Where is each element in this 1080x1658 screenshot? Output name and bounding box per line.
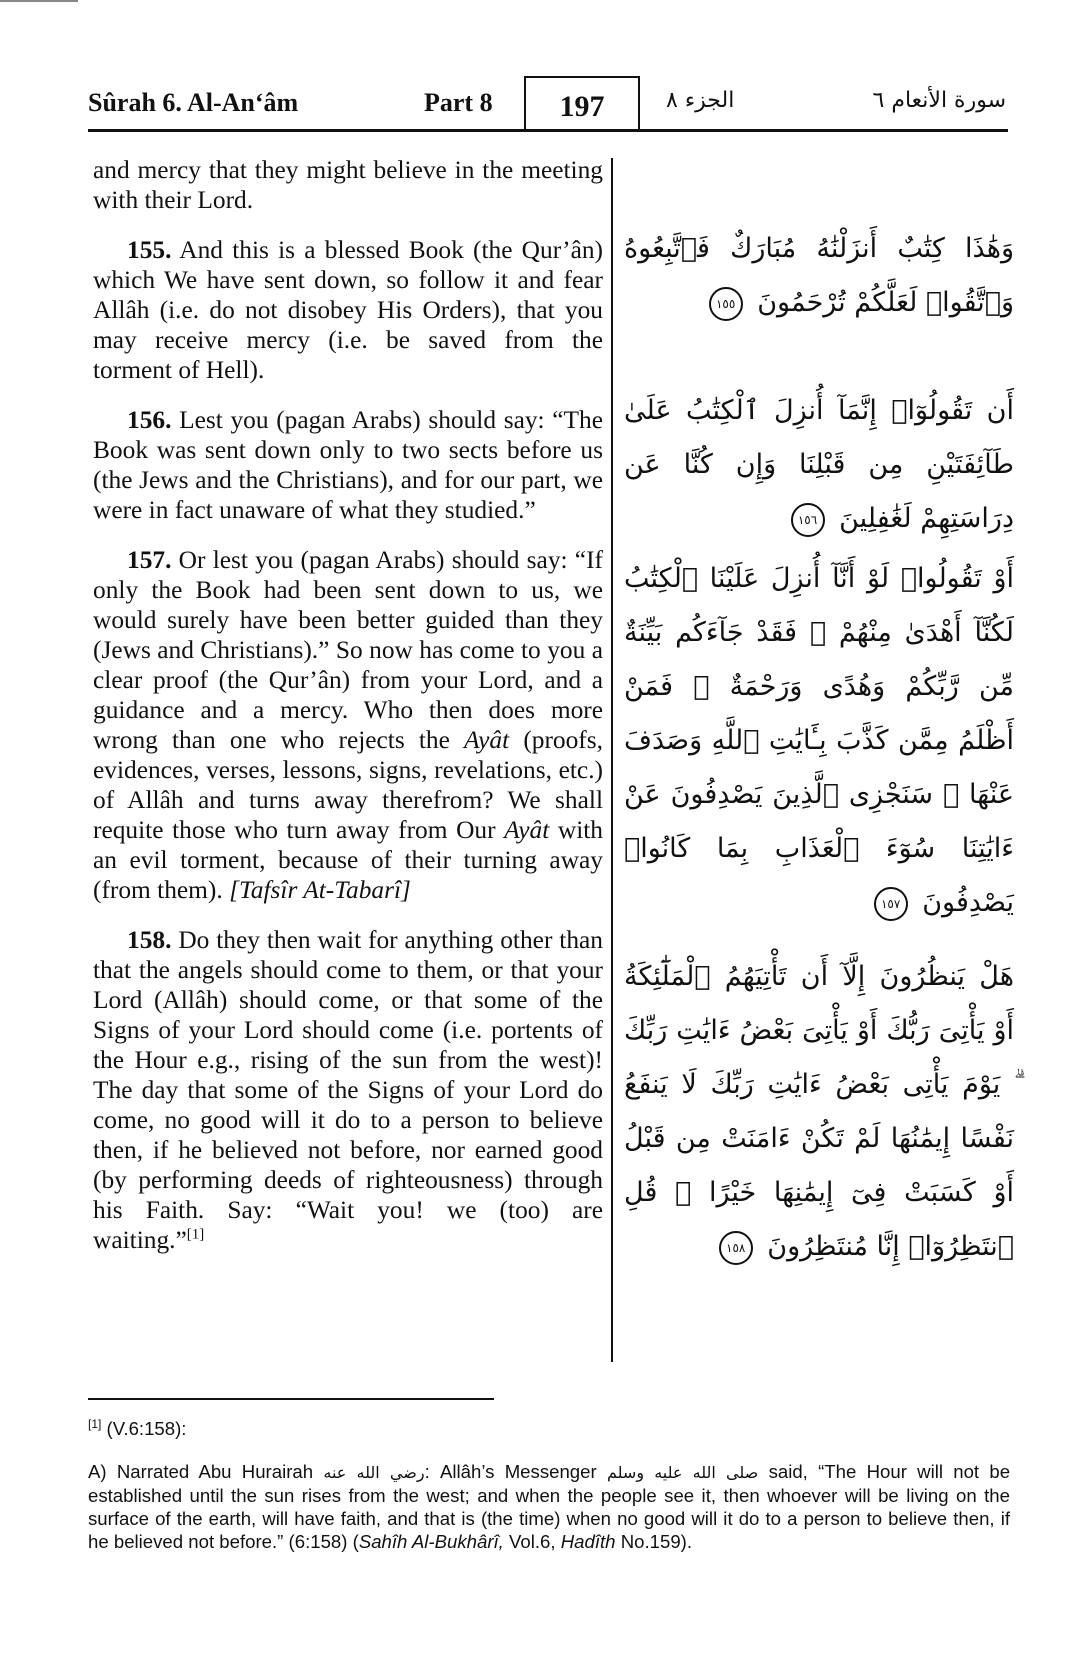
hadith-source: Sahîh Al-Bukhârî, bbox=[358, 1531, 504, 1553]
footnote-rule bbox=[88, 1398, 494, 1400]
arabic-text: أَن تَقُولُوٓا۟ إِنَّمَآ أُنزِلَ ٱلْكِتَٰبُ عَلَىٰ طَآئِفَتَيْنِ مِن قَبْلِنَا وَإِن كُنَّا عَن دِرَاسَتِهِمْ لَغَٰفِلِينَ bbox=[624, 395, 1014, 534]
arabic-verse-155 bbox=[624, 222, 1014, 330]
ayat-term: Ayât bbox=[504, 816, 550, 844]
arabic-part-label: الجزء ٨ bbox=[666, 88, 735, 113]
verse-156-translation bbox=[93, 405, 603, 525]
footnote bbox=[88, 1413, 1010, 1553]
verse-155-translation bbox=[93, 235, 603, 385]
verse-number: 157. bbox=[127, 546, 172, 574]
scan-corner-mark bbox=[0, 0, 78, 2]
hadith-label: Hadîth bbox=[560, 1531, 616, 1553]
english-translation-column bbox=[93, 155, 603, 1275]
ayah-number-marker: ١٥٧ bbox=[874, 887, 908, 921]
verse-number: 158. bbox=[127, 926, 172, 954]
surah-title: Sûrah 6. Al-An‘âm bbox=[88, 88, 299, 117]
ayah-number-marker: ١٥٦ bbox=[791, 503, 825, 537]
footnote-text: : Allâh’s Messenger bbox=[424, 1461, 597, 1483]
verse-text: with an evil torment, because of their turning away (from them). bbox=[93, 816, 603, 904]
tafsir-citation: [Tafsîr At-Tabarî] bbox=[229, 876, 411, 904]
verse-158-translation bbox=[93, 925, 603, 1255]
verse-text: Or lest you (pagan Arabs) should say: “If only the Book had been sent down to us, we would surely have been better guided than they (Jews and Christians).” So now has come to you a clear proof (the Qur’ân) from your Lord, and a guidance and a mercy. Who then does more wrong than one who rejects the bbox=[93, 546, 603, 754]
footnote-verse-ref: (V.6:158): bbox=[106, 1418, 187, 1440]
ayah-number-marker: ١٥٨ bbox=[719, 1231, 753, 1265]
footnote-body bbox=[88, 1460, 1010, 1553]
footnote-reference[interactable]: [1] bbox=[186, 1226, 205, 1243]
arabic-honorific: صلى الله عليه وسلم bbox=[606, 1463, 759, 1483]
footnote-text: Vol.6, bbox=[509, 1531, 556, 1553]
footnote-label bbox=[88, 1413, 1010, 1440]
footnote-text: A) Narrated Abu Hurairah bbox=[88, 1461, 314, 1483]
page-header bbox=[88, 76, 1008, 132]
arabic-verse-156 bbox=[624, 384, 1014, 546]
verse-number: 155. bbox=[127, 236, 172, 264]
verse-number: 156. bbox=[127, 406, 172, 434]
footnote-marker: [1] bbox=[88, 1417, 102, 1431]
continuation-paragraph bbox=[93, 155, 603, 215]
verse-text: (proofs, evidences, verses, lessons, signs, revelations, etc.) of Allâh and turns away therefrom? We shall requite those who turn away from Our bbox=[93, 726, 603, 844]
verse-text: Lest you (pagan Arabs) should say: “The Book was sent down only to two sects before us (the Jews and the Christians), and for our part, we were in fact unaware of what they studied.” bbox=[93, 406, 603, 524]
ayat-term: Ayât bbox=[464, 726, 510, 754]
arabic-text: أَوْ تَقُولُوا۟ لَوْ أَنَّآ أُنزِلَ عَلَيْنَا ٱلْكِتَٰبُ لَكُنَّآ أَهْدَىٰ مِنْهُمْ ۚ فَقَدْ جَآءَكُم بَيِّنَةٌ مِّن رَّبِّكُمْ وَهُدًى وَرَحْمَةٌ ۚ فَمَنْ أَظْلَمُ مِمَّن كَذَّبَ بِـَٔايَٰتِ ٱللَّهِ وَصَدَفَ عَنْهَا ۗ سَنَجْزِى ٱلَّذِينَ يَصْدِفُونَ عَنْ ءَايَٰتِنَا سُوٓءَ ٱلْعَذَابِ بِمَا كَانُوا۟ يَصْدِفُونَ bbox=[624, 563, 1014, 918]
arabic-honorific: رضي الله عنه bbox=[323, 1463, 425, 1483]
arabic-verse-158 bbox=[624, 950, 1014, 1274]
footnote-text: No.159). bbox=[620, 1531, 693, 1553]
arabic-text: هَلْ يَنظُرُونَ إِلَّآ أَن تَأْتِيَهُمُ ٱلْمَلَٰٓئِكَةُ أَوْ يَأْتِىَ رَبُّكَ أَوْ يَأْتِىَ بَعْضُ ءَايَٰتِ رَبِّكَ ۗ يَوْمَ يَأْتِى بَعْضُ ءَايَٰتِ رَبِّكَ لَا يَنفَعُ نَفْسًا إِيمَٰنُهَا لَمْ تَكُنْ ءَامَنَتْ مِن قَبْلُ أَوْ كَسَبَتْ فِىٓ إِيمَٰنِهَا خَيْرًا ۗ قُلِ ٱنتَظِرُوٓا۟ إِنَّا مُنتَظِرُونَ bbox=[624, 961, 1014, 1262]
footnote-text: said, “The Hour will not be established until the sun rises from the west; and when the people see it, then whoever will be living on the surface of the earth, will have faith, and that is (the time) when no good will it do to a person to believe then, if he believed not before.” (6:158) ( bbox=[88, 1461, 1011, 1553]
verse-157-translation bbox=[93, 545, 603, 905]
verse-text: Do they then wait for anything other than that the angels should come to them, or that your Lord (Allâh) should come, or that some of the Signs of your Lord should come (i.e. portents of the Hour e.g., rising of the sun from the west)! The day that some of the Signs of your Lord do come, no good will it do to a person to believe then, if he believed not before, nor earned good (by performing deeds of righteousness) through his Faith. Say: “Wait you! we (too) are waiting.” bbox=[93, 926, 603, 1254]
column-divider bbox=[611, 158, 613, 1362]
arabic-text: وَهَٰذَا كِتَٰبٌ أَنزَلْنَٰهُ مُبَارَكٌ فَٱتَّبِعُوهُ وَٱتَّقُوا۟ لَعَلَّكُمْ تُرْحَمُونَ bbox=[624, 233, 1014, 318]
arabic-surah-title: سورة الأنعام ٦ bbox=[872, 88, 1006, 113]
arabic-verse-157 bbox=[624, 552, 1014, 930]
ayah-number-marker: ١٥٥ bbox=[709, 287, 743, 321]
part-label: Part 8 bbox=[424, 88, 493, 117]
page-number: 197 bbox=[524, 76, 640, 131]
continuation-text: and mercy that they might believe in the meeting with their Lord. bbox=[93, 156, 603, 214]
header-rule bbox=[88, 129, 1008, 132]
verse-text: And this is a blessed Book (the Qur’ân) which We have sent down, so follow it and fear Allâh (i.e. do not disobey His Orders), that you may receive mercy (i.e. be saved from the torment of Hell). bbox=[93, 236, 603, 384]
